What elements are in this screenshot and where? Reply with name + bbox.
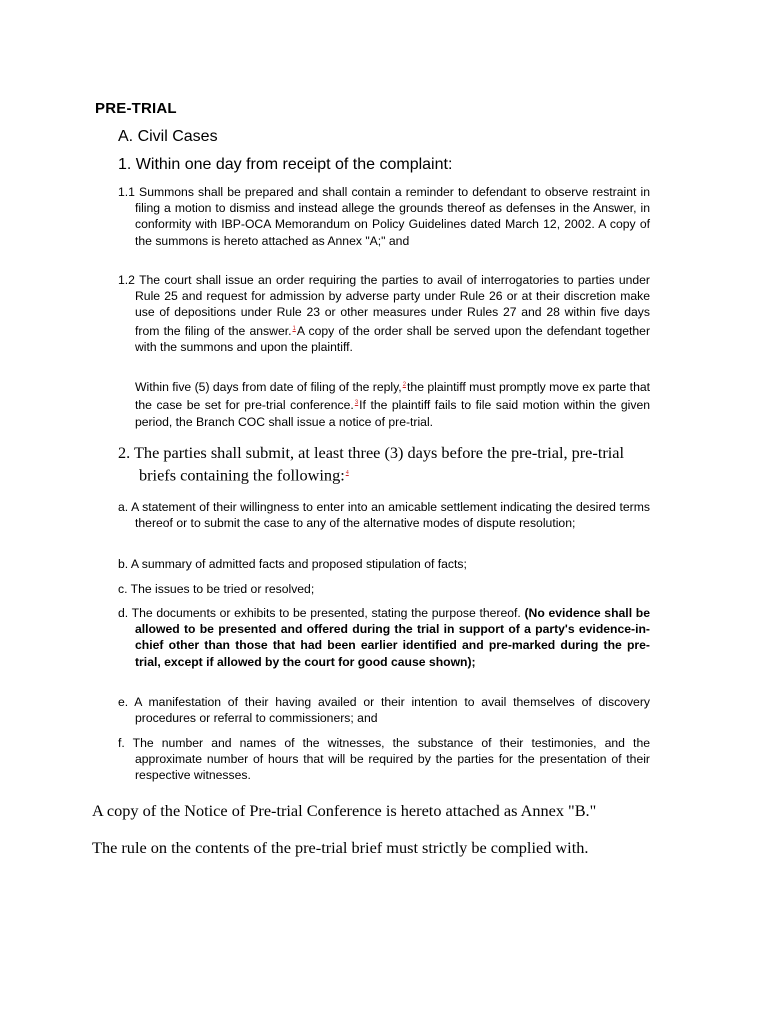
section-heading-civil-cases: A. Civil Cases: [118, 128, 218, 145]
page-title: PRE-TRIAL: [95, 100, 177, 117]
item-2-text: 2. The parties shall submit, at least three (3) days before the pre-trial, pre-trial briefs containing the following:: [118, 443, 625, 485]
paragraph-reply-filing: [135, 377, 650, 430]
rule-statement: The rule on the contents of the pre-trial brief must strictly be complied with.: [92, 838, 589, 857]
item-1-heading: 1. Within one day from receipt of the complaint:: [118, 156, 453, 173]
list-item-b: b. A summary of admitted facts and proposed stipulation of facts;: [118, 557, 467, 571]
list-item-d-text: d. The documents or exhibits to be presented, stating the purpose thereof.: [118, 606, 521, 620]
paragraph-reply-text-a: Within five (5) days from date of filing of the reply,: [135, 380, 402, 395]
list-item-f: f. The number and names of the witnesses, the substance of their testimonies, and the approximate number of hours that will be required by the parties for the presentation of their respective witnesses.: [118, 736, 650, 783]
paragraph-1-2-text-b: A copy of the order shall be served upon the defendant together with the summons and upon the plaintiff.: [135, 323, 651, 354]
item-2-heading: [118, 443, 658, 485]
paragraph-1-2: [118, 272, 650, 355]
list-item-d-bold-note: (No evidence shall be allowed to be presented and offered during the trial in support of a party's evidence-in-chief other than those that had been earlier identified and pre-marked during the pre-trial, except if allowed by the court for good cause shown);: [135, 606, 650, 669]
annex-b-statement: A copy of the Notice of Pre-trial Conference is hereto attached as Annex "B.": [92, 801, 597, 820]
list-item-c: c. The issues to be tried or resolved;: [118, 582, 315, 596]
list-item-e: e. A manifestation of their having availed or their intention to avail themselves of discovery procedures or referral to commissioners; and: [118, 695, 650, 726]
footnote-link-3[interactable]: 3: [354, 400, 359, 407]
list-item-a: a. A statement of their willingness to enter into an amicable settlement indicating the desired terms thereof or to submit the case to any of the alternative modes of dispute resolution;: [118, 500, 650, 531]
paragraph-reply-text-b: the plaintiff must promptly move ex parte that the case be set for pre-trial conference.: [135, 380, 651, 413]
paragraph-1-1: 1.1 Summons shall be prepared and shall contain a reminder to defendant to observe restraint in filing a motion to dismiss and instead allege the grounds thereof as defenses in the Answer, in conformity with IBP-OCA Memorandum on Policy Guidelines dated March 12, 2002. A copy of the summons is hereto attached as Annex "A;" and: [118, 185, 650, 248]
paragraph-1-2-text-a: 1.2 The court shall issue an order requiring the parties to avail of interrogatories to parties under Rule 25 and request for admission by adverse party under Rule 26 or at their discretion make use of depositions under Rule 23 or other measures under Rules 27 and 28 within five days from the filing of the answer.: [118, 273, 650, 338]
footnote-link-2[interactable]: 2: [402, 382, 407, 388]
footnote-link-1[interactable]: 1: [292, 325, 296, 332]
footnote-link-4[interactable]: 4: [345, 470, 349, 476]
list-item-d: [118, 605, 650, 670]
paragraph-reply-text-c: If the plaintiff fails to file said motion within the given period, the Branch COC shall issue a notice of pre-trial.: [135, 398, 650, 429]
